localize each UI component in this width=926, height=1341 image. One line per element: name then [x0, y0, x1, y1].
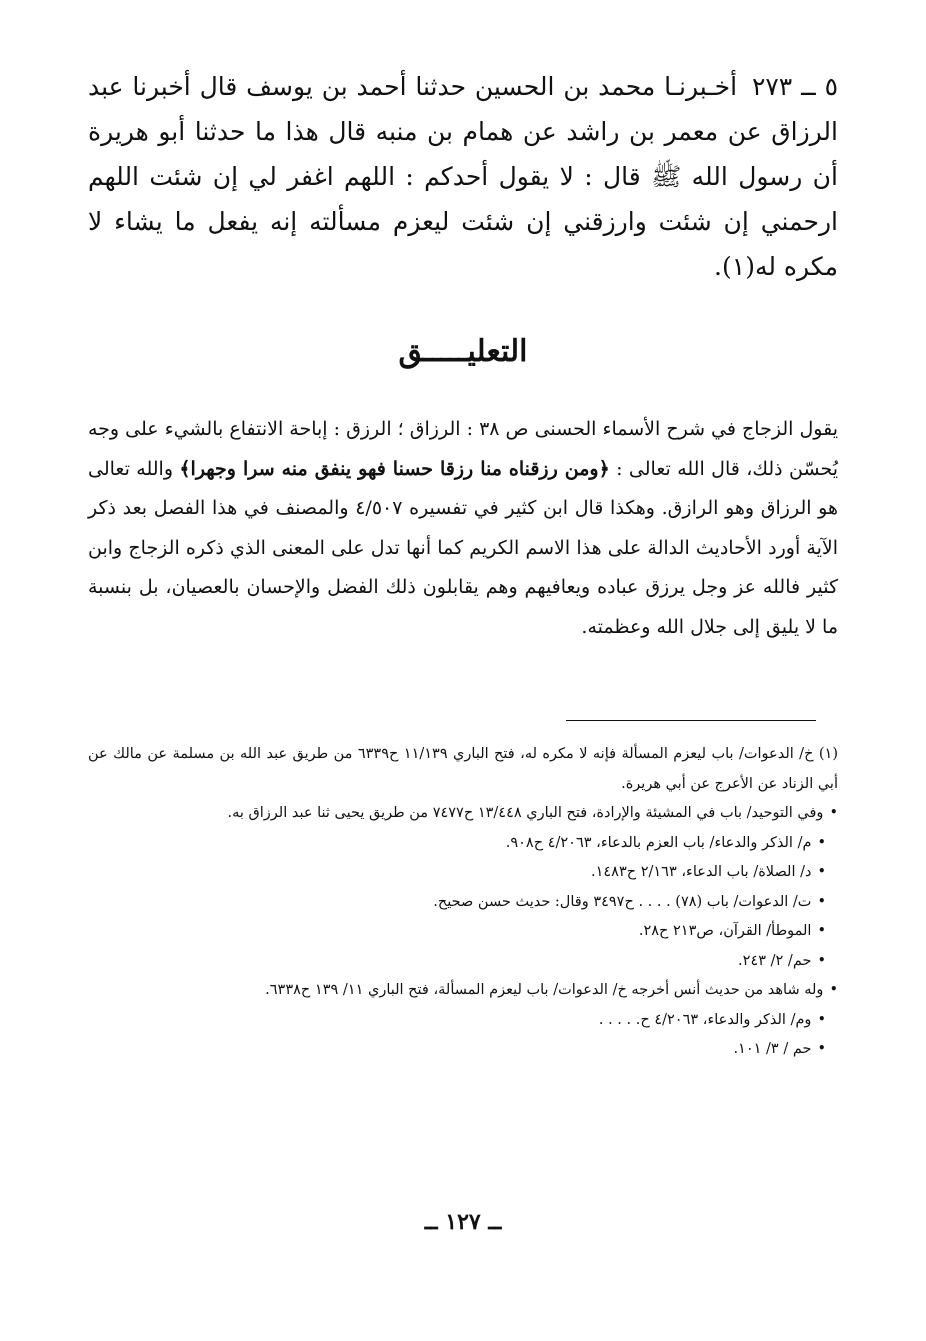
quran-verse: ﴿ومن رزقناه منا رزقا حسنا فهو ينفق منه سرا وجهرا﴾: [179, 457, 610, 480]
bullet-icon: •: [817, 864, 826, 880]
commentary-text-part-2: والله تعالى هو الرزاق وهو الرازق. وهكذا قال ابن كثير في تفسيره ٤/٥٠٧ والمصنف في هذا الفصل بعد ذكر الآية أورد الأحاديث الدالة على هذا الاسم الكريم كما أنها تدل على المعنى الذي ذكره الزجاج وابن كثير فالله عز وجل يرزق عباده ويعافيهم وهم يقابلون ذلك الفضل والإحسان بالعصيان، بل بنسبة ما لا يليق إلى جلال الله وعظمته.: [88, 457, 838, 638]
footnote-item: [88, 799, 838, 829]
footnote-text: الموطأ/ القرآن، ص٢١٣ ح٢٨.: [638, 923, 812, 939]
commentary-title: التعليـــــق: [398, 334, 528, 369]
page-number: ــ ١٢٧ ــ: [424, 1209, 502, 1235]
bullet-icon: •: [817, 893, 826, 910]
footnote-item: [88, 740, 838, 799]
footnote-item: [88, 1035, 838, 1065]
bullet-icon: •: [829, 982, 838, 998]
hadith-number: ٥ ــ ٢٧٣: [751, 72, 839, 101]
footnote-text: وله شاهد من حديث أنس أخرجه خ/ الدعوات/ باب ليعزم المسألة، فتح الباري ١١/ ١٣٩ ح٦٣٣٨.: [265, 982, 824, 998]
bullet-icon: •: [817, 834, 826, 851]
footnote-item: [88, 888, 838, 918]
commentary-text-part-1: يقول الزجاج في شرح الأسماء الحسنى ص ٣٨ : الرزاق ؛ الرزق : إباحة الانتفاع بالشيء على وجه يُحسّن ذلك، قال الله تعالى :: [88, 418, 838, 480]
footnote-item: [88, 947, 838, 977]
footnotes-list: [88, 740, 838, 1065]
footnote-text: حم/ ٢/ ٢٤٣.: [738, 952, 812, 969]
commentary-paragraph: [88, 410, 838, 647]
hadith-paragraph: [88, 64, 838, 289]
bullet-icon: •: [817, 1041, 826, 1057]
footnote-text: حم / ٣/ ١٠١.: [733, 1041, 812, 1057]
footnote-text: وم/ الذكر والدعاء، ٤/٢٠٦٣ ح. . . . .: [598, 1011, 812, 1028]
bullet-icon: •: [829, 805, 838, 821]
bullet-icon: •: [817, 1011, 826, 1028]
footnote-item: [88, 829, 838, 859]
footnote-item: [88, 858, 838, 888]
footnote-item: [88, 917, 838, 947]
bullet-icon: •: [817, 923, 826, 939]
hadith-text: أخـبرنـا محمد بن الحسين حدثنا أحمد بن يوسف قال أخبرنا عبد الرزاق عن معمر بن راشد عن همام بن منبه قال هذا ما حدثنا أبو هريرة أن رسول الله ﷺ قال : لا يقول أحدكم : اللهم اغفر لي إن شئت اللهم ارحمني إن شئت وارزقني إن شئت ليعزم مسألته إنه يفعل ما يشاء لا مكره له(١).: [88, 72, 838, 281]
footnote-item: [88, 976, 838, 1006]
footnote-text: م/ الذكر والدعاء/ باب العزم بالدعاء، ٤/٢٠٦٣ ح٩٠٨.: [505, 834, 812, 851]
footnote-text: خ/ الدعوات/ باب ليعزم المسألة فإنه لا مكره له، فتح الباري ١١/١٣٩ ح٦٣٣٩ من طريق عبد الله بن مسلمة عن مالك عن أبي الزناد عن الأعرج عن أبي هريرة.: [88, 746, 838, 792]
footnote-separator: [566, 720, 816, 721]
footnote-text: وفي التوحيد/ باب في المشيئة والإرادة، فتح الباري ١٣/٤٤٨ ح٧٤٧٧ من طريق يحيى ثنا عبد الرزاق به.: [227, 805, 824, 821]
footnote-text: ت/ الدعوات/ باب (٧٨) . . . . ح٣٤٩٧ وقال: حديث حسن صحيح.: [433, 893, 812, 910]
bullet-icon: •: [817, 952, 826, 969]
footnote-marker: (١): [818, 746, 838, 762]
footnote-text: د/ الصلاة/ باب الدعاء، ٢/١٦٣ ح١٤٨٣.: [590, 864, 812, 880]
footnote-item: [88, 1006, 838, 1036]
